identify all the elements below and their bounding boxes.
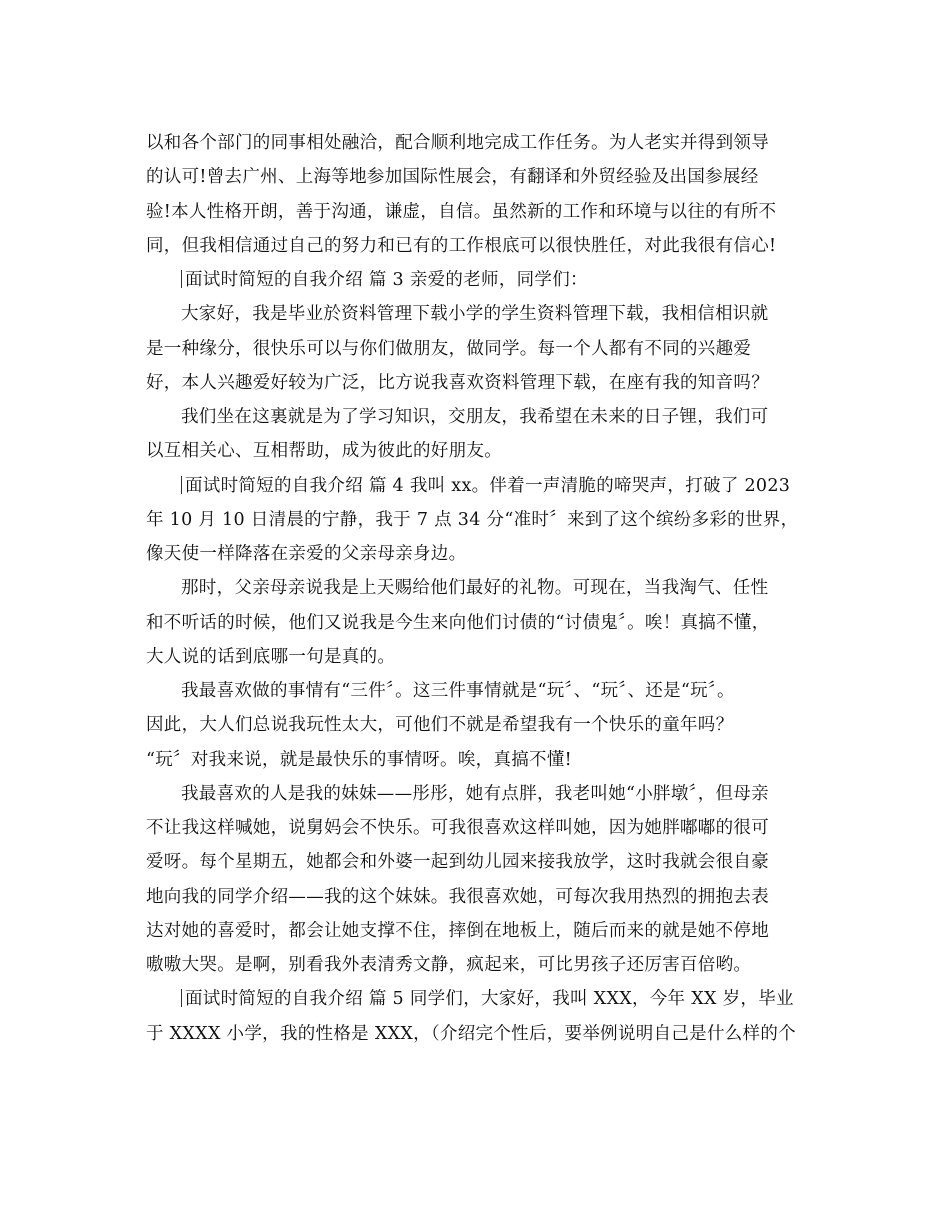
line-text: 像天使一样降落在亲爱的父亲母亲身边。 <box>146 544 467 564</box>
line-text: 大家好，我是毕业於资料管理下载小学的学生资料管理下载，我相信相识就 <box>181 304 769 325</box>
line-text: 好，本人兴趣爱好较为广泛，比方说我喜欢资料管理下载，在座有我的知音吗？ <box>146 372 769 393</box>
text-line <box>146 400 810 434</box>
line-text: 因此，大人们总说我玩性太大，可他们不就是希望我有一个快乐的童年吗？ <box>146 715 734 736</box>
text-line <box>146 811 810 845</box>
text-line <box>146 126 810 160</box>
line-text: 和不听话的时候，他们又说我是今生来向他们讨债的“讨债鬼〞。唉！真搞不懂， <box>146 612 770 633</box>
text-line <box>146 845 810 879</box>
line-text: 爱呀。每个星期五，她都会和外婆一起到幼儿园来接我放学，这时我就会很自豪 <box>146 852 769 873</box>
text-line <box>146 571 810 605</box>
text-line <box>146 297 810 331</box>
line-text: 面试时简短的自我介绍 篇 3 亲爱的老师，同学们： <box>185 270 588 290</box>
line-text: 嗷嗷大哭。是啊，别看我外表清秀文静，疯起来，可比男孩子还厉害百倍哟。 <box>146 955 752 975</box>
section-heading-line <box>146 982 810 1016</box>
text-line <box>146 160 810 194</box>
line-text: 地向我的同学介绍——我的这个妹妹。我很喜欢她，可每次我用热烈的拥抱去表 <box>146 886 769 907</box>
text-line <box>146 777 810 811</box>
line-text: 大人说的话到底哪一句是真的。 <box>146 646 396 667</box>
line-text: 我们坐在这裏就是为了学习知识，交朋友，我希望在未来的日子锂，我们可 <box>181 407 769 427</box>
line-text: 以互相关心、互相帮助，成为彼此的好朋友。 <box>146 441 502 462</box>
text-line <box>146 366 810 400</box>
text-line <box>146 674 810 708</box>
document-body <box>146 126 810 1051</box>
text-line <box>146 914 810 948</box>
section-marker-icon <box>181 270 182 288</box>
text-line <box>146 229 810 263</box>
text-line <box>146 606 810 640</box>
line-text: 达对她的喜爱时，都会让她支撑不住，摔倒在地板上，随后而来的就是她不停地 <box>146 920 769 941</box>
line-text: 的认可!曾去广州、上海等地参加国际性展会，有翻译和外贸经验及出国参展经 <box>146 167 759 188</box>
line-text: 那时，父亲母亲说我是上天赐给他们最好的礼物。可现在，当我淘气、任性 <box>181 578 769 599</box>
line-text: 不让我这样喊她，说舅妈会不快乐。可我很喜欢这样叫她，因为她胖嘟嘟的很可 <box>146 818 769 838</box>
section-heading-line <box>146 469 810 503</box>
line-text: 验!本人性格开朗，善于沟通，谦虚，自信。虽然新的工作和环境与以往的有所不 <box>146 201 777 222</box>
line-text: “玩〞对我来说，就是最快乐的事情呀。唉，真搞不懂! <box>146 749 572 770</box>
text-line <box>146 880 810 914</box>
section-marker-icon <box>181 476 182 494</box>
text-line <box>146 503 810 537</box>
line-text: 是一种缘分，很快乐可以与你们做朋友，做同学。每一个人都有不同的兴趣爱 <box>146 338 752 359</box>
line-text: 年 10 月 10 日清晨的宁静，我于 7 点 34 分“准时〞来到了这个缤纷多彩的世界， <box>146 509 799 530</box>
text-line <box>146 195 810 229</box>
line-text: 面试时简短的自我介绍 篇 4 我叫 xx。伴着一声清脆的啼哭声，打破了 2023 <box>185 475 791 496</box>
text-line <box>146 948 810 982</box>
text-line <box>146 640 810 674</box>
line-text: 以和各个部门的同事相处融洽，配合顺利地完成工作任务。为人老实并得到领导 <box>146 133 769 153</box>
line-text: 面试时简短的自我介绍 篇 5 同学们，大家好，我叫 XXX，今年 XX 岁，毕业 <box>185 989 794 1010</box>
text-line <box>146 537 810 571</box>
line-text: 我最喜欢的人是我的妹妹——彤彤，她有点胖，我老叫她“小胖墩〞，但母亲 <box>181 783 769 804</box>
text-line <box>146 743 810 777</box>
section-marker-icon <box>181 989 182 1007</box>
line-text: 于 XXXX 小学，我的性格是 XXX，（介绍完个性后，要举例说明自己是什么样的个 <box>146 1023 796 1044</box>
line-text: 同，但我相信通过自己的努力和已有的工作根底可以很快胜任，对此我很有信心! <box>146 235 777 256</box>
text-line <box>146 434 810 468</box>
text-line <box>146 708 810 742</box>
line-text: 我最喜欢做的事情有“三件〞。这三件事情就是“玩〞、“玩〞、还是“玩〞。 <box>181 681 735 701</box>
text-line <box>146 1017 810 1051</box>
text-line <box>146 332 810 366</box>
section-heading-line <box>146 263 810 297</box>
